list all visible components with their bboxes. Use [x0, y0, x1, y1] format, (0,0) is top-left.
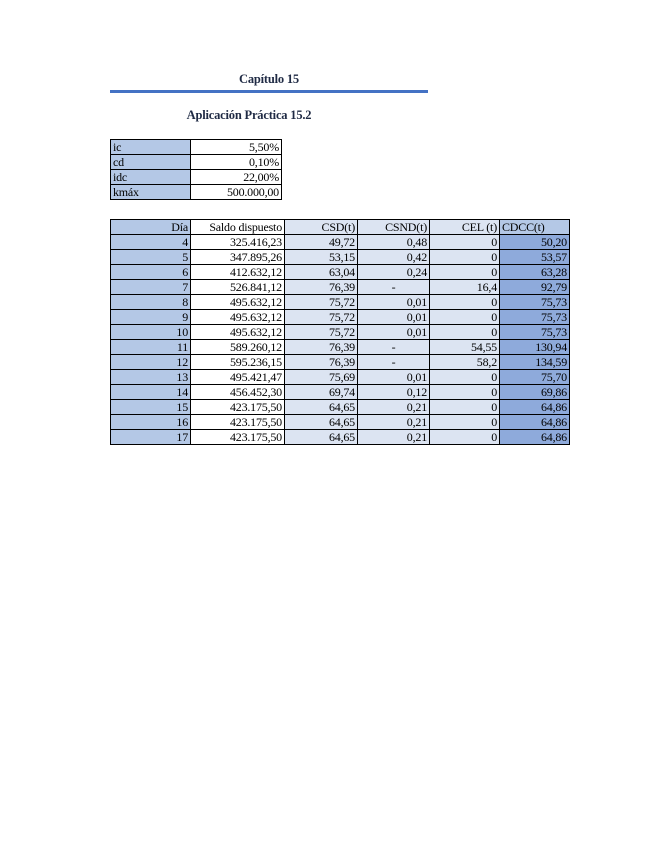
- column-header-cdcc: CDCC(t): [500, 220, 570, 235]
- cell-saldo: 456.452,30: [191, 385, 285, 400]
- cell-csd: 49,72: [285, 235, 358, 250]
- cell-cel: 0: [430, 295, 500, 310]
- cell-csd: 63,04: [285, 265, 358, 280]
- table-row: [111, 385, 570, 400]
- cell-cdcc: 53,57: [500, 250, 570, 265]
- column-header-saldo: Saldo dispuesto: [191, 220, 285, 235]
- table-row: [111, 325, 570, 340]
- column-header-csd: CSD(t): [285, 220, 358, 235]
- cell-csd: 76,39: [285, 340, 358, 355]
- cell-cdcc: 50,20: [500, 235, 570, 250]
- cell-dia: 8: [111, 295, 191, 310]
- cell-cel: 54,55: [430, 340, 500, 355]
- cell-dia: 7: [111, 280, 191, 295]
- cell-csd: 64,65: [285, 430, 358, 445]
- cell-csnd: 0,01: [358, 370, 430, 385]
- cell-cel: 0: [430, 265, 500, 280]
- cell-csd: 64,65: [285, 415, 358, 430]
- cell-csd: 76,39: [285, 280, 358, 295]
- cell-csnd: -: [358, 355, 430, 370]
- cell-csnd: 0,48: [358, 235, 430, 250]
- cell-cdcc: 64,86: [500, 415, 570, 430]
- cell-csd: 64,65: [285, 400, 358, 415]
- cell-csd: 75,72: [285, 295, 358, 310]
- cell-cdcc: 130,94: [500, 340, 570, 355]
- cell-cel: 16,4: [430, 280, 500, 295]
- cell-dia: 14: [111, 385, 191, 400]
- cell-csnd: 0,01: [358, 325, 430, 340]
- cell-cel: 0: [430, 310, 500, 325]
- cell-saldo: 423.175,50: [191, 415, 285, 430]
- param-row: [111, 170, 282, 185]
- cell-cel: 0: [430, 400, 500, 415]
- cell-csnd: 0,12: [358, 385, 430, 400]
- cell-cdcc: 63,28: [500, 265, 570, 280]
- cell-saldo: 589.260,12: [191, 340, 285, 355]
- cell-saldo: 325.416,23: [191, 235, 285, 250]
- table-row: [111, 235, 570, 250]
- column-header-cel: CEL (t): [430, 220, 500, 235]
- cell-dia: 5: [111, 250, 191, 265]
- cell-cdcc: 75,70: [500, 370, 570, 385]
- cell-csnd: -: [358, 280, 430, 295]
- cell-cel: 0: [430, 385, 500, 400]
- table-row: [111, 400, 570, 415]
- cell-saldo: 495.632,12: [191, 310, 285, 325]
- cell-cel: 0: [430, 325, 500, 340]
- cell-saldo: 595.236,15: [191, 355, 285, 370]
- cell-dia: 16: [111, 415, 191, 430]
- cell-cdcc: 64,86: [500, 430, 570, 445]
- cell-csd: 75,72: [285, 310, 358, 325]
- cell-dia: 15: [111, 400, 191, 415]
- cell-saldo: 526.841,12: [191, 280, 285, 295]
- cell-cdcc: 64,86: [500, 400, 570, 415]
- table-row: [111, 250, 570, 265]
- cell-dia: 4: [111, 235, 191, 250]
- cell-saldo: 495.632,12: [191, 295, 285, 310]
- table-row: [111, 415, 570, 430]
- parameters-table: [110, 139, 282, 200]
- cell-csd: 75,72: [285, 325, 358, 340]
- table-row: [111, 310, 570, 325]
- cell-dia: 12: [111, 355, 191, 370]
- param-value: 0,10%: [191, 155, 282, 170]
- cell-csd: 76,39: [285, 355, 358, 370]
- cell-csd: 75,69: [285, 370, 358, 385]
- param-label: ic: [111, 140, 191, 155]
- cell-cel: 0: [430, 250, 500, 265]
- cell-csnd: 0,01: [358, 295, 430, 310]
- param-row: [111, 140, 282, 155]
- cell-cdcc: 75,73: [500, 310, 570, 325]
- cell-saldo: 347.895,26: [191, 250, 285, 265]
- cell-saldo: 495.632,12: [191, 325, 285, 340]
- cell-cdcc: 134,59: [500, 355, 570, 370]
- param-value: 500.000,00: [191, 185, 282, 200]
- cell-dia: 10: [111, 325, 191, 340]
- param-row: [111, 155, 282, 170]
- cell-cdcc: 75,73: [500, 325, 570, 340]
- cell-cel: 0: [430, 235, 500, 250]
- cell-saldo: 423.175,50: [191, 430, 285, 445]
- table-row: [111, 295, 570, 310]
- param-label: idc: [111, 170, 191, 185]
- cell-cel: 0: [430, 430, 500, 445]
- cell-cel: 0: [430, 370, 500, 385]
- cell-csnd: 0,24: [358, 265, 430, 280]
- cell-saldo: 423.175,50: [191, 400, 285, 415]
- section-title: Aplicación Práctica 15.2: [186, 108, 312, 122]
- table-row: [111, 265, 570, 280]
- results-table: [110, 219, 570, 445]
- param-label: kmáx: [111, 185, 191, 200]
- table-row: [111, 430, 570, 445]
- cell-cel: 0: [430, 415, 500, 430]
- param-value: 5,50%: [191, 140, 282, 155]
- chapter-rule: [110, 90, 428, 93]
- cell-csnd: 0,21: [358, 430, 430, 445]
- cell-cdcc: 75,73: [500, 295, 570, 310]
- cell-csd: 53,15: [285, 250, 358, 265]
- cell-csnd: 0,21: [358, 415, 430, 430]
- cell-cdcc: 92,79: [500, 280, 570, 295]
- table-row: [111, 355, 570, 370]
- column-header-csnd: CSND(t): [358, 220, 430, 235]
- cell-saldo: 412.632,12: [191, 265, 285, 280]
- cell-cel: 58,2: [430, 355, 500, 370]
- cell-csnd: 0,21: [358, 400, 430, 415]
- cell-dia: 13: [111, 370, 191, 385]
- cell-dia: 9: [111, 310, 191, 325]
- cell-csnd: 0,42: [358, 250, 430, 265]
- cell-csnd: -: [358, 340, 430, 355]
- param-label: cd: [111, 155, 191, 170]
- table-row: [111, 340, 570, 355]
- table-row: [111, 280, 570, 295]
- param-row: [111, 185, 282, 200]
- param-value: 22,00%: [191, 170, 282, 185]
- cell-cdcc: 69,86: [500, 385, 570, 400]
- cell-dia: 17: [111, 430, 191, 445]
- chapter-title: Capítulo 15: [239, 72, 299, 86]
- column-header-dia: Día: [111, 220, 191, 235]
- cell-dia: 11: [111, 340, 191, 355]
- cell-csd: 69,74: [285, 385, 358, 400]
- cell-csnd: 0,01: [358, 310, 430, 325]
- cell-dia: 6: [111, 265, 191, 280]
- table-header-row: [111, 220, 570, 235]
- cell-saldo: 495.421,47: [191, 370, 285, 385]
- table-row: [111, 370, 570, 385]
